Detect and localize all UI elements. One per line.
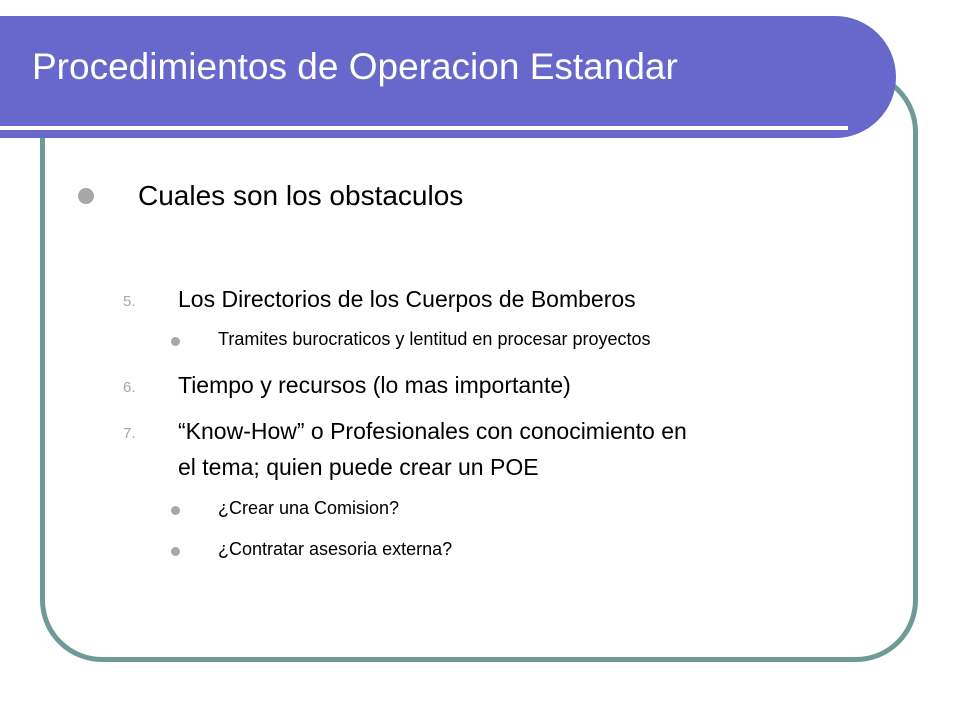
- main-bullet-heading: Cuales son los obstaculos: [138, 180, 464, 211]
- slide-title: Procedimientos de Operacion Estandar: [32, 46, 678, 87]
- list-item-text: Los Directorios de los Cuerpos de Bomberos: [178, 286, 636, 312]
- sub-bullet-text: Tramites burocraticos y lentitud en procesar proyectos: [218, 329, 651, 349]
- bullet-dot: [171, 547, 180, 556]
- list-item-text-continued: el tema; quien puede crear un POE: [178, 454, 539, 480]
- sub-bullet-text: ¿Crear una Comision?: [218, 498, 400, 518]
- list-number: 5.: [123, 293, 136, 310]
- bullet-dot: [171, 506, 180, 515]
- list-item-text: Tiempo y recursos (lo mas importante): [178, 372, 571, 398]
- bullet-dot: [171, 337, 180, 346]
- sub-bullet-text: ¿Contratar asesoria externa?: [218, 539, 453, 559]
- list-item-text: “Know-How” o Profesionales con conocimiento en: [178, 418, 687, 444]
- bullet-dot: [78, 188, 94, 204]
- list-number: 7.: [123, 425, 136, 442]
- list-number: 6.: [123, 379, 136, 396]
